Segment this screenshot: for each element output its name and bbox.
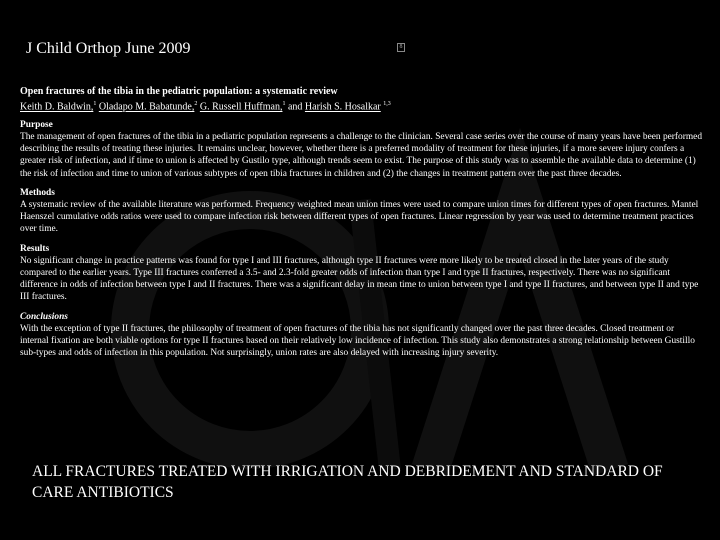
image-placeholder-icon: 8 <box>397 43 405 52</box>
section-conclusions <box>20 311 702 360</box>
author-affiliation: 1 <box>282 101 286 108</box>
journal-citation: J Child Orthop June 2009 <box>26 40 191 57</box>
section-text: A systematic review of the available literature was performed. Frequency weighted mean union times were used to compare union times for different types of open fractures. Mantel Haenszel cumulative odds ratios were used to compare infection risk between different types of open fractures. Linear regression by year was used to determine treatment practices over time. <box>20 199 699 235</box>
section-heading: Results <box>20 243 50 254</box>
section-heading: Methods <box>20 187 55 198</box>
author-affiliation: 1,3 <box>383 101 391 108</box>
section-text: The management of open fractures of the tibia in a pediatric population represents a challenge to the clinician. Several case series over the course of many years have been performed describing the results of treating these injuries. It remains unclear, however, whether there is a preferred modality of treatment for these injuries, if a more severe injury confers a greater risk of infection, and if time to union is affected by Gustilo type, although trends seem to exist. The purpose of this study was to assemble the available data to determine (1) the risk of infection and time to union of various subtypes of open tibia fractures in children and (2) the changes in treatment pattern over the past three decades. <box>20 131 703 179</box>
author-list <box>20 98 702 114</box>
section-text: No significant change in practice patterns was found for type I and III fractures, although type II fractures were more likely to be treated closed in the later years of the study compared to the earlier years. Type III fractures conferred a 3.5- and 2.3-fold greater odds of infection than type I and type II fractures, respectively. There was no significant difference in odds of infection between type I and II fractures. There was a significant delay in mean time to union between type I and type II fractures, and between type II and type III fractures. <box>20 255 699 303</box>
section-heading: Purpose <box>20 119 53 130</box>
section-results <box>20 243 702 304</box>
author-link[interactable]: G. Russell Huffman, <box>199 101 283 113</box>
author-conjunction: and <box>287 101 303 113</box>
section-purpose <box>20 119 702 180</box>
author-link[interactable]: Keith D. Baldwin, <box>20 101 94 113</box>
abstract-body <box>20 86 702 366</box>
treatment-summary: ALL FRACTURES TREATED WITH IRRIGATION AND DEBRIDEMENT AND STANDARD OF CARE ANTIBIOTICS <box>32 463 663 501</box>
section-methods <box>20 187 702 236</box>
author-affiliation: 1 <box>93 101 97 108</box>
author-link[interactable]: Harish S. Hosalkar <box>304 101 381 113</box>
section-text: With the exception of type II fractures, the philosophy of treatment of open fractures of the tibia has not significantly changed over the past three decades. Closed treatment or internal fixation are both viable options for type II fractures based on their relatively low incidence of infection. This study also demonstrates a strong relationship between Gustillo sub-types and odds of infection in this population. Not surprisingly, union rates are also delayed with increasing injury severity. <box>20 323 695 359</box>
author-affiliation: 2 <box>194 101 198 108</box>
section-heading: Conclusions <box>20 311 68 322</box>
article-title: Open fractures of the tibia in the pediatric population: a systematic review <box>20 86 338 97</box>
author-link[interactable]: Oladapo M. Babatunde, <box>98 101 195 113</box>
